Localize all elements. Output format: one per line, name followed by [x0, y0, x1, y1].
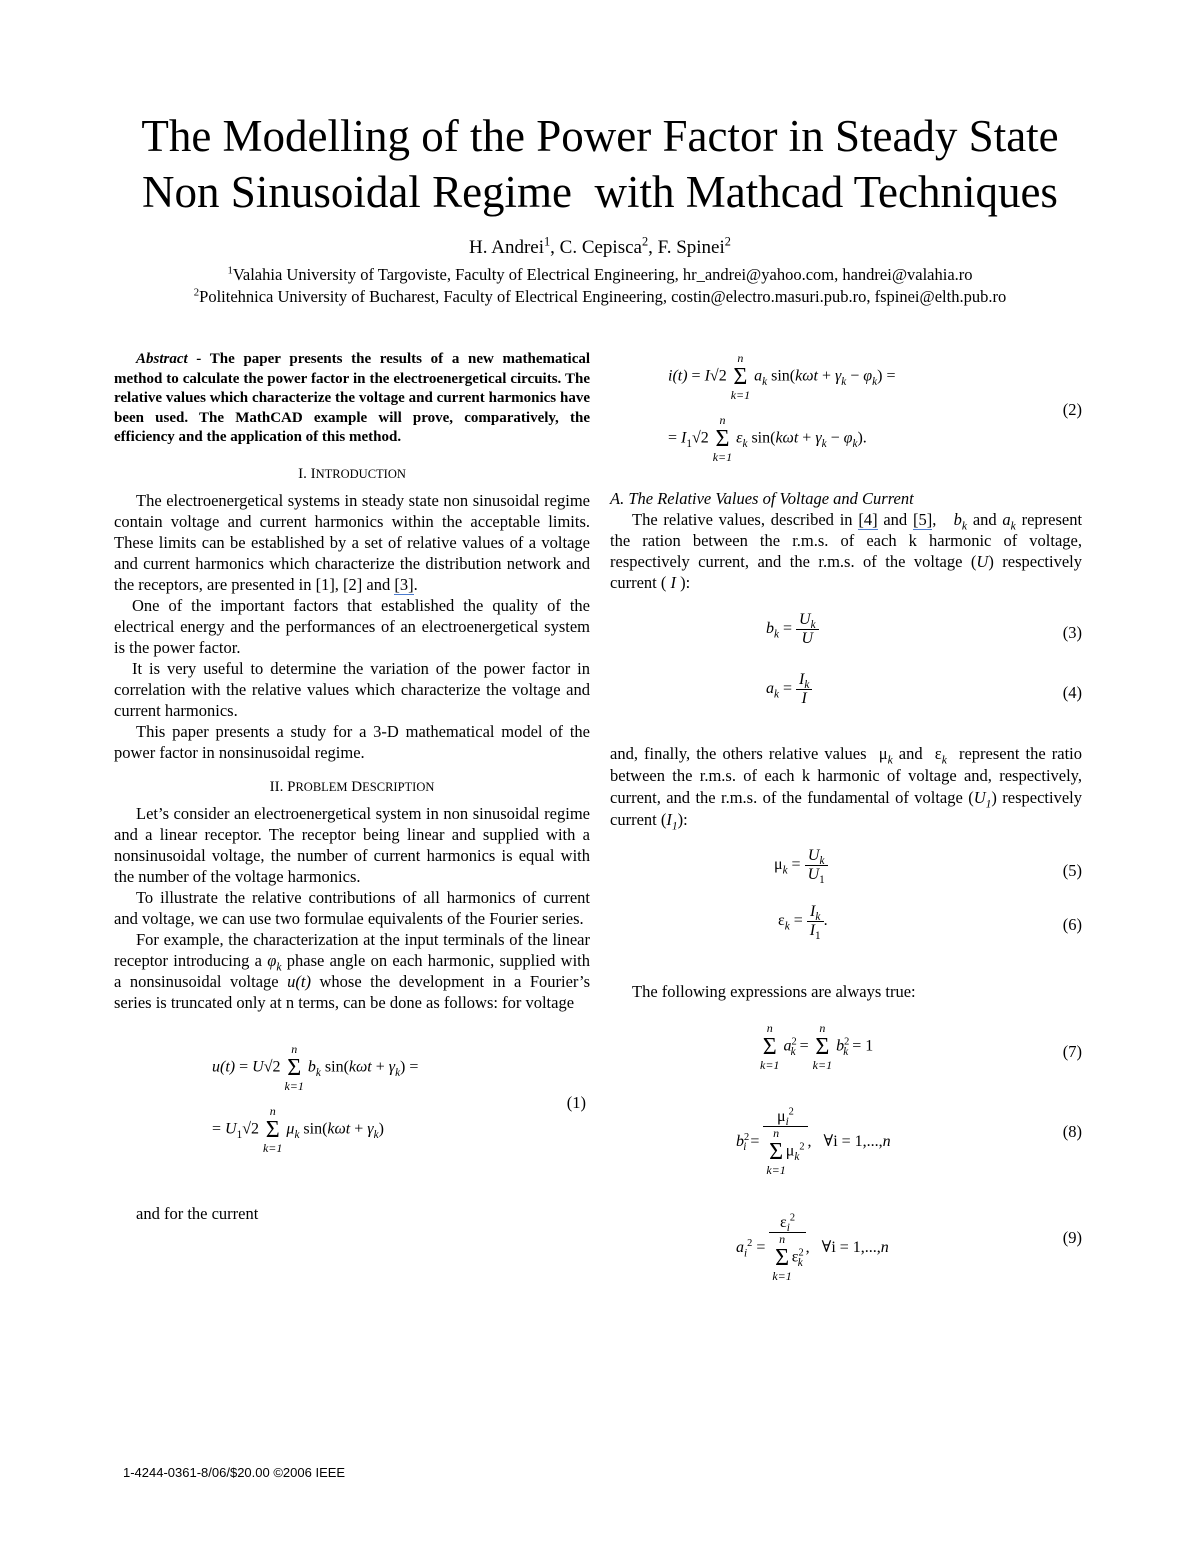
sec2-rest: ROBLEM	[295, 779, 348, 794]
equation-1	[114, 1043, 590, 1193]
author-2: C. Cepisca	[559, 237, 642, 258]
equation-8-body: $b^2_i$ = $\mu_i^2$ n Σ $k=1\mu_k^2$ , ∀i = 1,...,n	[736, 1106, 891, 1177]
suba-p2-c: ) respectively current (	[610, 788, 1082, 829]
always-true-text: The following expressions are always true:	[632, 982, 916, 1001]
suba-p2-b: represent the ratio between the r.m.s. of each k harmonic of voltage and, respectively, current, and the r.m.s. of the fundamental of voltage (	[610, 744, 1082, 807]
equation-5-body: $\mu_k$ = $\frac{U_k}{U_1}$	[774, 847, 828, 884]
problem-p3-b: phase angle on each harmonic, supplied with a nonsinusoidal voltage	[114, 950, 591, 991]
and-for-current-text: and for the current	[136, 1203, 259, 1223]
b-k-symbol: $b_k$	[953, 510, 968, 533]
reference-link-5[interactable]: [5]	[912, 510, 933, 529]
equation-3-number: (3)	[1062, 623, 1082, 642]
affiliation-2-text: Politehnica University of Bucharest, Faculty of Electrical Engineering, costin@electro.masuri.pub.ro, fspinei@elth.pub.ro	[199, 287, 1007, 306]
equation-6-body: $\varepsilon_k$ = $\frac{I_k}{I_1}$ .	[778, 903, 828, 943]
sec1-rest: NTRODUCTION	[315, 466, 406, 481]
equation-4-number: (4)	[1062, 683, 1082, 702]
equation-3-body: $b_k$ = $\frac{U_k}{U}$	[766, 611, 819, 648]
suba-p1-a: The relative values, described in	[632, 510, 853, 529]
left-column	[114, 350, 590, 1224]
intro-p1-text: The electroenergetical systems in steady state non sinusoidal regime contain voltage and current harmonics within the acceptable limits. These limits can be established by a set of relative values of a voltage and current harmonics which characterize the distribution network and the receptors, are presented in [1], [2] and	[114, 490, 590, 594]
affiliation-1	[60, 264, 1140, 286]
subsection-a-paragraph-1: The relative values, described in [4] and [5], $b_k$ and $a_k$ represent the ration between the r.m.s. of each k harmonic of voltage, respectively current, and the r.m.s. of the voltage (U) respectively current ( I ):	[610, 510, 1083, 592]
title-line-1: The Modelling of the Power Factor in Steady State	[141, 111, 1059, 161]
eq8-fraction: $\mu_i^2$ n Σ $k=1\mu_k^2$	[763, 1108, 807, 1177]
suba-p1-d: ):	[680, 573, 691, 592]
eq4-fraction: $\frac{I_k}{I}$	[796, 671, 812, 708]
abstract-lead: Abstract -	[136, 351, 202, 367]
equation-9-number: (9)	[1062, 1228, 1082, 1247]
sec1-first: I	[310, 465, 316, 482]
author-1-affil: 1	[543, 234, 551, 249]
eq1-sum-1: n Σ k=1	[284, 1041, 304, 1093]
eq1-sum-2: n Σ k=1	[262, 1103, 283, 1155]
intro-paragraph-2: One of the important factors that established the quality of the electrical energy and the performances of an electroenergetical system is the power factor.	[114, 595, 590, 657]
equation-1-number: (1)	[566, 1092, 586, 1112]
eq9-fraction: $\varepsilon_i^2$ n Σ $k=1\varepsilon^2_k$	[769, 1214, 805, 1283]
equation-9	[610, 1214, 1082, 1304]
sec2-num: II.	[269, 778, 284, 795]
eq7-sum-2: n Σ k=1	[812, 1021, 833, 1072]
equation-7-body: n Σ k=1 $a^2_k = n$ Σ k=1 $b^2_k = 1$	[760, 1021, 874, 1072]
author-1: H. Andrei	[469, 237, 544, 258]
sec2-first2: D	[351, 778, 363, 795]
equation-2	[610, 350, 1082, 486]
intro-paragraph-3: It is very useful to determine the variation of the power factor in correlation with the relative values which characterize the voltage and current harmonics.	[114, 658, 590, 720]
title-line-2: Non Sinusoidal Regime with Mathcad Techniques	[142, 167, 1058, 217]
affiliation-2	[60, 286, 1140, 308]
phi-subscript: k	[276, 960, 282, 973]
suba-and: and	[883, 510, 908, 529]
equation-5-number: (5)	[1062, 861, 1082, 880]
intro-p1-end: .	[413, 574, 418, 594]
suba-p1-b: represent the ration between the r.m.s. of each k harmonic of voltage, respectively current, and the r.m.s. of the voltage (	[610, 510, 1083, 571]
equation-9-body: $a_i^2$ = $\varepsilon_i^2$ n Σ $k=1\varepsilon^2_k$ , ∀i = 1,...,n	[736, 1212, 889, 1283]
problem-p3-a: For example, the characterization at the input terminals of the linear receptor introducing a	[114, 929, 590, 970]
a-k-symbol: $a_k$	[1002, 510, 1016, 533]
eq3-fraction: $\frac{U_k}{U}$	[796, 611, 819, 648]
equation-6	[610, 903, 1082, 959]
eq2-sum-1: n Σ k=1	[730, 351, 751, 402]
equation-6-number: (6)	[1062, 915, 1082, 934]
suba-p2-a: and, finally, the others relative values	[610, 744, 867, 763]
paper-title	[100, 108, 1100, 220]
subsection-heading-a: A. The Relative Values of Voltage and Current	[610, 489, 914, 508]
subsection-a-paragraph-2: and, finally, the others relative values $\mu_k$ and $\varepsilon_k$ represent the ratio between the r.m.s. of each k harmonic of voltage and, respectively, current, and the r.m.s. of the fundamental of voltage $(U_1)$ respectively current $(I_1)$:	[610, 744, 1082, 833]
sec2-first: P	[287, 778, 296, 795]
equation-7-number: (7)	[1062, 1042, 1082, 1061]
problem-p3-c: whose the development in a Fourier’s series is truncated only at n terms, can be done as follows: for voltage	[114, 971, 591, 1012]
eq8-sum: n Σ k=1	[766, 1126, 786, 1177]
problem-paragraph-3	[114, 929, 590, 1013]
reference-link-3[interactable]: [3]	[394, 574, 414, 594]
equation-3	[610, 611, 1082, 667]
eq2-sum-2: n Σ k=1	[712, 413, 733, 464]
equation-1-line-2: = $U_1√2$ n Σ k=1 $\mu_k$ $\sin(k\omega t + \gamma_k)$	[212, 1103, 384, 1155]
suba-p1-c: ) respectively current (	[610, 552, 1082, 592]
abstract-text: The paper presents the results of a new mathematical method to calculate the power factor in the electroenergetical circuits. The relative values which characterize the voltage and current harmonics have been used. The MathCAD example will prove, comparatively, the efficiency and the application of this method.	[114, 351, 591, 445]
equation-2-line-2: = $I_1√2$ n Σ k=1 $\varepsilon_k$ $\sin(k\omega t + \gamma_k - \varphi_k)$.	[668, 413, 867, 464]
problem-paragraph-2: To illustrate the relative contributions of all harmonics of current and voltage, we can use two formulae equivalents of the Fourier series.	[114, 887, 590, 928]
suba-u: U	[976, 552, 989, 571]
equation-8-number: (8)	[1062, 1122, 1082, 1141]
intro-paragraph-1	[114, 490, 590, 595]
eq6-fraction: $\frac{I_k}{I_1}$	[807, 903, 824, 940]
suba-i: I	[670, 573, 676, 592]
right-column	[610, 350, 1082, 1304]
suba-p2-d: ):	[677, 810, 688, 829]
eq7-sum-1: n Σ k=1	[760, 1021, 780, 1072]
intro-paragraph-4: This paper presents a study for a 3-D mathematical model of the power factor in nonsinusoidal regime.	[114, 721, 590, 762]
equation-1-line-1: u(t) = U√2 n Σ k=1 $b_k$ $\sin(k\omega t + \gamma_k)$ =	[212, 1041, 419, 1093]
sec1-num: I.	[298, 465, 307, 482]
phi-symbol: φ	[267, 950, 277, 970]
equation-2-number: (2)	[1062, 400, 1082, 419]
equation-7	[610, 1022, 1082, 1092]
author-3-affil: 2	[724, 234, 731, 249]
affiliation-1-text: Valahia University of Targoviste, Faculty of Electrical Engineering, hr_andrei@yahoo.com, handrei@valahia.ro	[232, 265, 973, 284]
section-heading-problem	[114, 777, 590, 797]
equation-4	[610, 671, 1082, 727]
eq9-sum: n Σ k=1	[772, 1232, 792, 1283]
voltage-symbol: u(t)	[287, 971, 311, 991]
reference-link-4[interactable]: [4]	[858, 510, 878, 529]
author-2-affil: 2	[641, 234, 649, 249]
equation-2-line-1: i(t) = I√2 n Σ k=1 $a_k$ $\sin(k\omega t + \gamma_k - \varphi_k)$ =	[668, 351, 896, 402]
eq5-fraction: $\frac{U_k}{U_1}$	[805, 847, 828, 884]
sec2-rest2: ESCRIPTION	[362, 779, 435, 794]
section-heading-introduction	[114, 464, 590, 484]
problem-paragraph-1: Let’s consider an electroenergetical system in non sinusoidal regime and a linear receptor. The receptor being linear and supplied with a nonsinusoidal voltage, the number of current harmonics is equal with the number of the voltage harmonics.	[114, 803, 590, 886]
affiliation-1-mark: 1	[227, 264, 233, 277]
copyright-footer: 1-4244-0361-8/06/$20.00 ©2006 IEEE	[123, 1465, 346, 1480]
equation-8	[610, 1108, 1082, 1198]
author-3: F. Spinei	[657, 237, 725, 258]
equation-4-body: $a_k$ = $\frac{I_k}{I}$	[766, 671, 812, 708]
affiliation-2-mark: 2	[193, 286, 200, 299]
equation-5	[610, 847, 1082, 903]
abstract	[114, 350, 590, 448]
author-list: H. Andrei$^1$, C. Cepisca$^2$, F. Spinei$^2$	[469, 234, 731, 258]
